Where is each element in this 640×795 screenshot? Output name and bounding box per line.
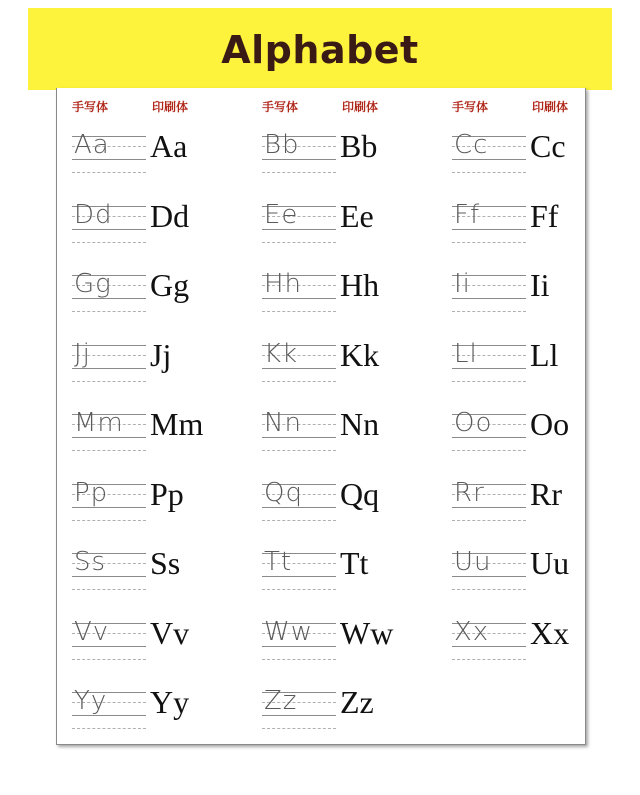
print-letter: Aa — [150, 128, 188, 164]
letter-cell — [248, 541, 418, 597]
letter-cell — [248, 680, 418, 736]
print-letter: Ii — [530, 267, 550, 303]
handwriting-letter: Qq — [264, 477, 303, 508]
header-handwriting-col1: 手写体 — [72, 100, 109, 114]
guide-line — [452, 381, 526, 382]
letter-cell — [248, 194, 418, 250]
letter-cell — [438, 194, 608, 250]
guide-line — [262, 172, 336, 173]
guide-line — [262, 381, 336, 382]
guide-line — [452, 172, 526, 173]
guide-line — [262, 311, 336, 312]
print-letter: Bb — [340, 128, 378, 164]
handwriting-letter: Vv — [74, 616, 110, 647]
guide-line — [452, 659, 526, 660]
handwriting-letter: Dd — [74, 199, 113, 230]
handwriting-letter: Ll — [454, 338, 478, 369]
print-letter: Cc — [530, 128, 566, 164]
print-letter: Ss — [150, 545, 181, 581]
guide-line — [452, 520, 526, 521]
page-title: Alphabet — [221, 28, 419, 72]
letter-cell — [248, 263, 418, 319]
handwriting-letter: Rr — [454, 477, 485, 508]
letter-cell — [58, 333, 228, 389]
handwriting-letter: Oo — [454, 408, 493, 438]
print-letter: Dd — [150, 197, 190, 234]
handwriting-letter: Uu — [454, 547, 492, 577]
guide-line — [72, 311, 146, 312]
letter-cell — [58, 472, 228, 528]
letter-cell — [58, 680, 228, 736]
letter-cell — [248, 124, 418, 180]
header-print-col3: 印刷体 — [532, 100, 569, 114]
guide-line — [72, 728, 146, 729]
print-letter: Mm — [150, 406, 204, 442]
guide-line — [72, 659, 146, 660]
letter-cell — [58, 402, 228, 458]
guide-line — [72, 172, 146, 173]
header-handwriting-col2: 手写体 — [262, 100, 299, 114]
guide-line — [452, 450, 526, 451]
print-letter: Gg — [150, 267, 190, 303]
letter-cell — [438, 333, 608, 389]
guide-line — [72, 520, 146, 521]
handwriting-letter: Ss — [74, 547, 107, 577]
print-letter: Zz — [340, 684, 374, 720]
letter-cell — [438, 402, 608, 458]
header-print-col2: 印刷体 — [342, 100, 379, 114]
letter-cell — [438, 472, 608, 528]
handwriting-letter: Zz — [264, 686, 298, 716]
handwriting-letter: Ww — [264, 616, 313, 647]
handwriting-letter: Jj — [74, 338, 91, 369]
print-letter: Ff — [530, 197, 559, 234]
print-letter: Ww — [340, 614, 394, 651]
guide-line — [452, 589, 526, 590]
guide-line — [262, 589, 336, 590]
print-letter: Xx — [530, 614, 570, 651]
print-letter: Ee — [340, 197, 374, 234]
guide-line — [262, 520, 336, 521]
print-letter: Uu — [530, 545, 570, 581]
handwriting-letter: Ff — [454, 199, 481, 230]
letter-cell — [248, 611, 418, 667]
letter-cell — [248, 402, 418, 458]
guide-line — [262, 450, 336, 451]
letter-cell — [58, 263, 228, 319]
guide-line — [72, 589, 146, 590]
print-letter: Qq — [340, 475, 380, 512]
handwriting-letter: Gg — [74, 269, 112, 299]
letter-cell — [248, 333, 418, 389]
guide-line — [452, 242, 526, 243]
handwriting-letter: Cc — [454, 130, 489, 160]
handwriting-letter: Nn — [264, 408, 302, 438]
print-letter: Kk — [340, 336, 380, 373]
print-letter: Hh — [340, 267, 380, 303]
letter-cell — [58, 611, 228, 667]
guide-line — [72, 242, 146, 243]
handwriting-letter: Ee — [264, 199, 299, 230]
print-letter: Tt — [340, 545, 369, 581]
handwriting-letter: Yy — [74, 686, 108, 716]
letter-cell — [58, 541, 228, 597]
guide-line — [262, 659, 336, 660]
guide-line — [262, 728, 336, 729]
handwriting-letter: Hh — [264, 269, 303, 299]
header-handwriting-col3: 手写体 — [452, 100, 489, 114]
handwriting-letter: Ii — [454, 269, 471, 299]
print-letter: Ll — [530, 336, 559, 373]
print-letter: Rr — [530, 475, 562, 512]
handwriting-letter: Xx — [454, 616, 490, 647]
letter-cell — [58, 124, 228, 180]
guide-line — [452, 311, 526, 312]
letter-cell — [438, 611, 608, 667]
letter-cell — [438, 541, 608, 597]
print-letter: Nn — [340, 406, 380, 442]
handwriting-letter: Bb — [264, 130, 300, 160]
handwriting-letter: Mm — [74, 408, 124, 438]
print-letter: Pp — [150, 475, 184, 512]
print-letter: Jj — [150, 336, 172, 373]
title-banner — [28, 8, 612, 90]
letter-cell — [438, 263, 608, 319]
handwriting-letter: Aa — [74, 130, 110, 160]
guide-line — [72, 450, 146, 451]
handwriting-letter: Tt — [264, 547, 293, 577]
letter-cell — [248, 472, 418, 528]
letter-cell — [438, 124, 608, 180]
header-print-col1: 印刷体 — [152, 100, 189, 114]
guide-line — [262, 242, 336, 243]
print-letter: Yy — [150, 684, 190, 720]
print-letter: Vv — [150, 614, 190, 651]
print-letter: Oo — [530, 406, 570, 442]
guide-line — [72, 381, 146, 382]
handwriting-letter: Pp — [74, 477, 109, 508]
handwriting-letter: Kk — [264, 338, 299, 369]
letter-cell — [58, 194, 228, 250]
